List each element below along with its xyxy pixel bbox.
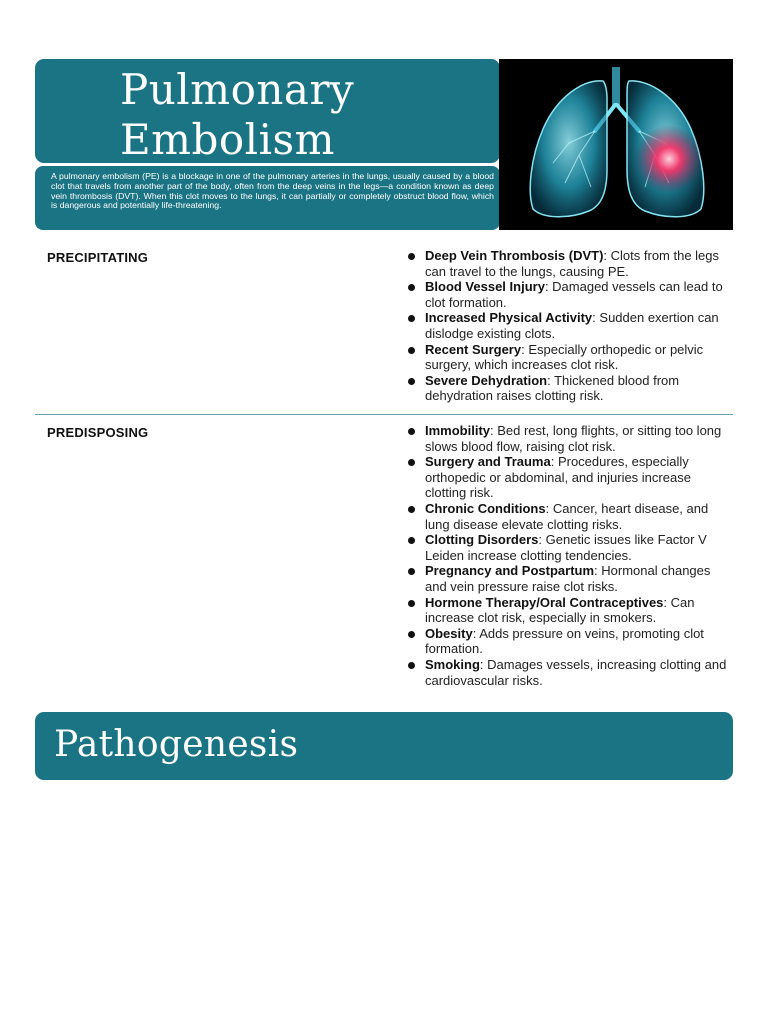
factor-term: Surgery and Trauma [425,454,551,470]
factor-term: Obesity [425,625,473,641]
factor-text: : Especially orthopedic or pelvic surgery, which increases clot risk. [425,341,704,373]
factor-text: : Hormonal changes and vein pressure raise clot risks. [425,563,711,594]
factor-term: Clotting Disorders [425,532,539,548]
bullet-icon [408,506,415,513]
bullet-icon [408,600,415,607]
section-divider [35,414,733,415]
bullet-icon [408,347,415,354]
factor-term: Blood Vessel Injury [425,279,545,295]
factor-text: : Genetic issues like Factor V Leiden increase clotting tendencies. [425,532,707,563]
bullet-icon [408,284,415,291]
pathogenesis-banner [35,712,733,780]
factor-term: Increased Physical Activity [425,310,593,326]
factor-text: : Sudden exertion can dislodge existing clots. [425,310,719,341]
bullet-icon [408,315,415,322]
list-item [406,279,731,310]
list-item [406,501,731,532]
factor-text: : Damaged vessels can lead to clot formation. [425,279,723,310]
factor-text: : Procedures, especially orthopedic or abdominal, and injuries increase clotting risk. [425,454,691,501]
list-item [406,373,731,404]
intro-paragraph: A pulmonary embolism (PE) is a blockage in one of the pulmonary arteries in the lungs, usually caused by a blood clot that travels from another part of the body, often from the deep veins in the legs—a condition known as deep vein thrombosis (DVT). When this clot moves to the lungs, it can partially or completely obstruct blood flow, which is dangerous and potentially life-threatening. [51,171,494,211]
list-item [406,595,731,626]
factor-term: Chronic Conditions [425,500,546,516]
pathogenesis-title: Pathogenesis [54,724,299,765]
lungs-icon [499,59,733,230]
factor-term: Hormone Therapy/Oral Contraceptives [425,594,664,610]
factor-term: Deep Vein Thrombosis (DVT) [425,248,604,263]
list-item [406,563,731,594]
bullet-icon [408,428,415,435]
list-item [406,248,731,279]
factor-term: Severe Dehydration [425,372,548,388]
page-title [120,65,354,165]
bullet-icon [408,253,415,260]
bullet-icon [408,568,415,575]
list-item [406,626,731,657]
title-banner [35,59,500,163]
precipitating-list [406,248,731,404]
factor-term: Smoking [425,656,480,672]
bullet-icon [408,537,415,544]
list-item [406,423,731,454]
bullet-icon [408,378,415,385]
list-item [406,657,731,688]
bullet-icon [408,662,415,669]
list-item [406,342,731,373]
factor-text: : Cancer, heart disease, and lung disease elevate clotting risks. [425,500,709,532]
factor-term: Pregnancy and Postpartum [425,563,595,579]
predisposing-list [406,423,731,688]
list-item [406,310,731,341]
factor-text: : Adds pressure on veins, promoting clot formation. [425,625,704,657]
title-line-1: Pulmonary [120,65,355,114]
factor-text: : Clots from the legs can travel to the lungs, causing PE. [425,248,720,279]
intro-banner [35,166,500,230]
bullet-icon [408,459,415,466]
bullet-icon [408,631,415,638]
factor-term: Immobility [425,423,491,438]
factor-term: Recent Surgery [425,341,522,357]
lungs-illustration [499,59,733,230]
predisposing-label: PREDISPOSING [47,425,149,440]
factor-text: : Damages vessels, increasing clotting and cardiovascular risks. [425,656,727,688]
title-line-2: Embolism [120,115,335,164]
precipitating-label: PRECIPITATING [47,250,149,265]
factor-text: : Thickened blood from dehydration raises clotting risk. [425,372,680,404]
factor-text: : Bed rest, long flights, or sitting too long slows blood flow, raising clot risk. [425,423,722,454]
factor-text: : Can increase clot risk, especially in smokers. [425,594,695,626]
list-item [406,454,731,501]
list-item [406,532,731,563]
